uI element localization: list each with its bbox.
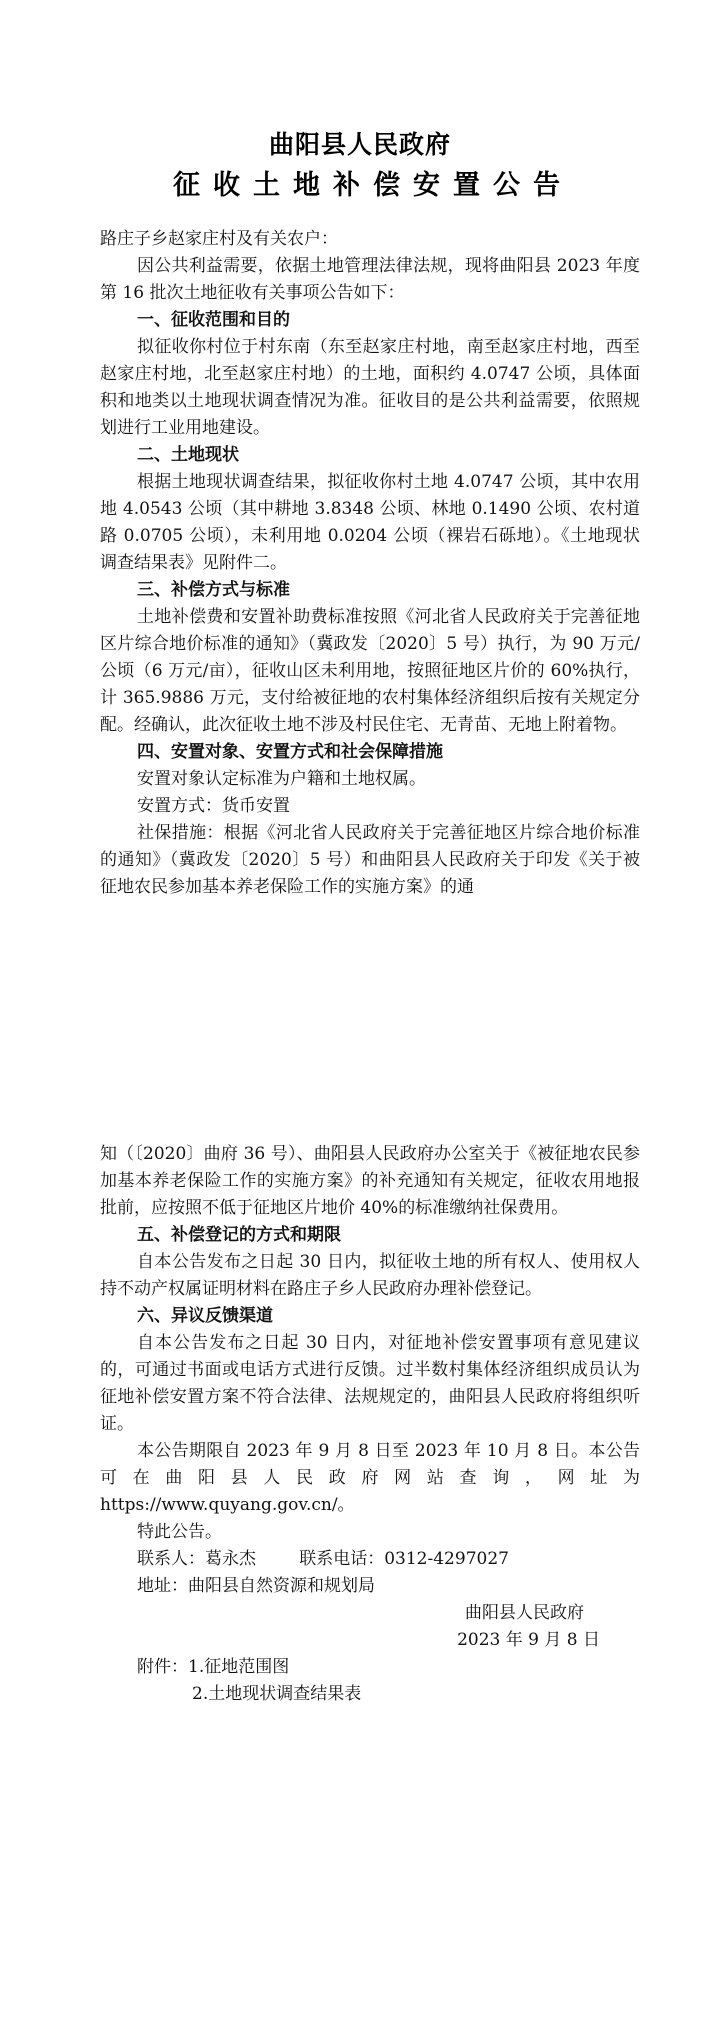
signature-date: 2023 年 9 月 8 日 bbox=[457, 1630, 600, 1650]
contact-phone: 联系电话：0312-4297027 bbox=[299, 1549, 509, 1569]
section-1-heading: 一、征收范围和目的 bbox=[137, 310, 290, 330]
section-6-body: 自本公告发布之日起 30 日内，对征地补偿安置事项有意见建议的，可通过书面或电话方式进行反馈。过半数村集体经济组织成员认为征地补偿安置方案不符合法律、法规规定的，曲阳县人民政府将组织听证。 bbox=[100, 1333, 640, 1434]
signature-org: 曲阳县人民政府 bbox=[465, 1603, 584, 1623]
notice-body-part1 bbox=[100, 226, 640, 901]
contact-line bbox=[100, 1546, 640, 1573]
contact-address: 地址：曲阳县自然资源和规划局 bbox=[137, 1576, 375, 1596]
section-1-body: 拟征收你村位于村东南（东至赵家庄村地，南至赵家庄村地，西至赵家庄村地，北至赵家庄村地）的土地，面积约 4.0747 公顷，具体面积和地类以土地现状调查情况为准。征收目的是公共利益需要，依照规划进行工业用地建设。 bbox=[100, 337, 640, 438]
section-6-heading: 六、异议反馈渠道 bbox=[137, 1306, 273, 1326]
section-4-method: 安置方式：货币安置 bbox=[137, 796, 290, 816]
attachment-2: 2.土地现状调查结果表 bbox=[192, 1684, 362, 1704]
intro-paragraph: 因公共利益需要，依据土地管理法律法规，现将曲阳县 2023 年度第 16 批次土地征收有关事项公告如下： bbox=[100, 256, 640, 303]
attachment-1: 附件：1.征地范围图 bbox=[137, 1657, 290, 1677]
section-4-social-security: 社保措施：根据《河北省人民政府关于完善征地区片综合地价标准的通知》（冀政发〔2020〕5 号）和曲阳县人民政府关于印发《关于被征地农民参加基本养老保险工作的实施方案》的通 bbox=[100, 823, 640, 897]
issuer-title: 曲阳县人民政府 bbox=[268, 130, 451, 159]
notice-period: 本公告期限自 2023 年 9 月 8 日至 2023 年 10 月 8 日。本公告可在曲阳县人民政府网站查询，网址为 https://www.quyang.gov.cn/。 bbox=[100, 1441, 640, 1515]
notice-title: 征收土地补偿安置公告 bbox=[173, 170, 573, 201]
section-5-body: 自本公告发布之日起 30 日内，拟征收土地的所有权人、使用权人持不动产权属证明材料在路庄子乡人民政府办理补偿登记。 bbox=[100, 1252, 640, 1299]
section-4-heading: 四、安置对象、安置方式和社会保障措施 bbox=[137, 742, 443, 762]
closing-text: 特此公告。 bbox=[137, 1522, 222, 1542]
section-4-social-security-cont: 知（〔2020〕曲府 36 号）、曲阳县人民政府办公室关于《被征地农民参加基本养老保险工作的实施方案》的补充通知有关规定，征收农用地报批前，应按照不低于征地区片地价 40%的标准缴纳社保费用。 bbox=[100, 1144, 640, 1218]
section-2-heading: 二、土地现状 bbox=[137, 445, 239, 465]
section-5-heading: 五、补偿登记的方式和期限 bbox=[137, 1225, 341, 1245]
section-4-target: 安置对象认定标准为户籍和土地权属。 bbox=[137, 769, 426, 789]
contact-person: 联系人：葛永杰 bbox=[137, 1549, 256, 1569]
notice-body-part2 bbox=[100, 1141, 640, 1708]
section-3-heading: 三、补偿方式与标准 bbox=[137, 580, 290, 600]
section-3-body: 土地补偿费和安置补助费标准按照《河北省人民政府关于完善征地区片综合地价标准的通知》（冀政发〔2020〕5 号）执行，为 90 万元/公顷（6 万元/亩），征收山区未利用地，按照征地区片价的 60%执行，计 365.9886 万元，支付给被征地的农村集体经济组织后按有关规定分配。经确认，此次征收土地不涉及村民住宅、无青苗、无地上附着物。 bbox=[100, 607, 640, 735]
section-2-body: 根据土地现状调查结果，拟征收你村土地 4.0747 公顷，其中农用地 4.0543 公顷（其中耕地 3.8348 公顷、林地 0.1490 公顷、农村道路 0.0705 公顷），未利用地 0.0204 公顷（裸岩石砾地）。《土地现状调查结果表》见附件二。 bbox=[100, 472, 640, 573]
addressee: 路庄子乡赵家庄村及有关农户： bbox=[100, 229, 338, 249]
